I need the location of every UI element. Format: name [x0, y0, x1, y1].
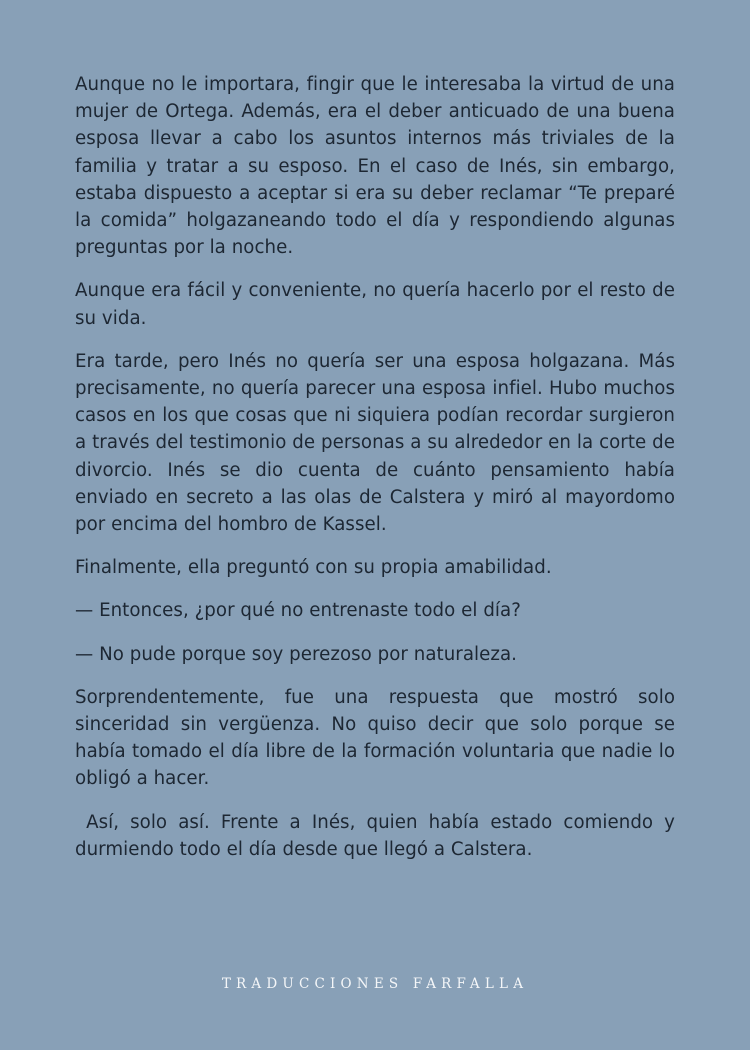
paragraph-4: Finalmente, ella preguntó con su propia amabilidad. — [75, 557, 552, 579]
paragraph-3: Era tarde, pero Inés no quería ser una esposa holgazana. Más precisamente, no quería parecer una esposa infiel. Hubo muchos casos en los que cosas que ni siquiera podían recordar surgieron a través del testimonio de personas a su alrededor en la corte de divorcio. Inés se dio cuenta de cuánto pensamiento había enviado en secreto a las olas de Calstera y miró al mayordomo por encima del hombro de Kassel. — [75, 350, 675, 536]
paragraph-8: Así, solo así. Frente a Inés, quien había estado comiendo y durmiendo todo el día desde que llegó a Calstera. — [75, 811, 681, 860]
dialogue-line-2: — No pude porque soy perezoso por naturaleza. — [75, 643, 517, 665]
paragraph-7: Sorprendentemente, fue una respuesta que mostró solo sinceridad sin vergüenza. No quiso decir que solo porque se había tomado el día libre de la formación voluntaria que nadie lo obligó a hacer. — [75, 686, 675, 790]
footer-credit: TRADUCCIONES FARFALLA — [221, 976, 529, 992]
paragraph-1: Aunque no le importara, fingir que le interesaba la virtud de una mujer de Ortega. Además, era el deber anticuado de una buena esposa llevar a cabo los asuntos internos más triviales de la familia y tratar a su esposo. En el caso de Inés, sin embargo, estaba dispuesto a aceptar si era su deber reclamar “Te preparé la comida” holgazaneando todo el día y respondiendo algunas preguntas por la noche. — [75, 74, 675, 259]
paragraph-2: Aunque era fácil y conveniente, no quería hacerlo por el resto de su vida. — [75, 280, 675, 329]
dialogue-line-1: — Entonces, ¿por qué no entrenaste todo el día? — [75, 600, 521, 622]
page-body — [75, 71, 681, 879]
